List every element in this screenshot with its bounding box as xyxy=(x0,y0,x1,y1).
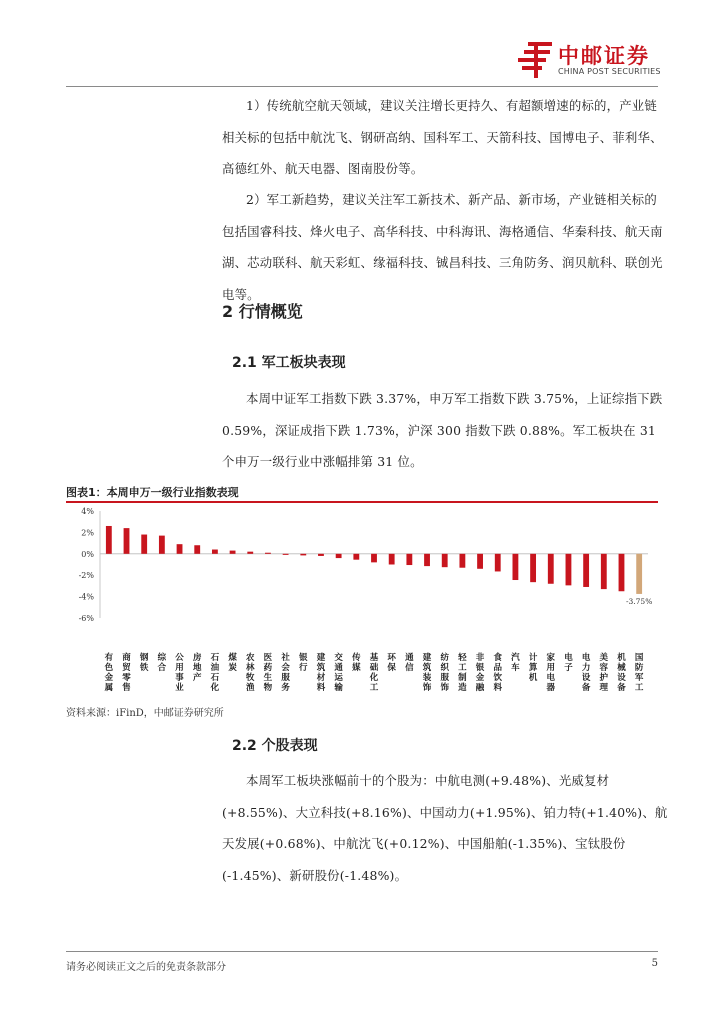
category-label-char: 装 xyxy=(422,673,432,683)
bar-电力设备 xyxy=(583,554,589,587)
category-label-char: 电 xyxy=(546,673,556,683)
category-label-char: 材 xyxy=(316,673,326,683)
category-label-char: 国 xyxy=(634,653,644,663)
category-label-char: 美 xyxy=(599,653,609,663)
category-label-char: 生 xyxy=(263,673,273,683)
footer-disclaimer: 请务必阅读正文之后的免责条款部分 xyxy=(66,962,226,973)
y-tick-label: -4% xyxy=(78,592,94,602)
category-label-char: 械 xyxy=(617,663,626,673)
category-label-char: 军 xyxy=(634,673,644,683)
category-label-char: 媒 xyxy=(352,663,361,673)
category-label-char: 输 xyxy=(334,683,343,693)
category-label-char: 化 xyxy=(369,673,379,683)
category-label-char: 机 xyxy=(528,673,538,683)
category-label-char: 通 xyxy=(405,653,414,663)
bar-国防军工 xyxy=(636,554,642,594)
category-label-char: 有 xyxy=(104,653,114,663)
category-label-char: 理 xyxy=(599,683,609,693)
y-tick-label: -6% xyxy=(78,614,94,623)
bar-医药生物 xyxy=(265,553,271,554)
category-label-char: 社 xyxy=(281,653,290,663)
bar-钢铁 xyxy=(141,535,147,554)
category-label-char: 备 xyxy=(617,683,626,693)
category-label-char: 机 xyxy=(617,653,626,663)
category-label-char: 备 xyxy=(581,683,591,693)
bar-交通运输 xyxy=(336,554,342,558)
category-label-char: 事 xyxy=(175,673,184,683)
category-label-char: 农 xyxy=(246,653,255,663)
category-label-char: 石 xyxy=(210,673,220,683)
chart-container xyxy=(66,503,658,696)
category-label-char: 务 xyxy=(281,683,290,693)
category-label-char: 建 xyxy=(422,653,432,663)
category-label-char: 会 xyxy=(281,663,290,673)
category-label-char: 工 xyxy=(369,683,379,693)
bar-计算机 xyxy=(530,554,536,582)
category-label-char: 银 xyxy=(299,653,308,663)
bar-汽车 xyxy=(513,554,519,580)
category-label-char: 容 xyxy=(599,663,609,673)
category-label-char: 融 xyxy=(475,683,485,693)
bar-纺织服饰 xyxy=(442,554,448,567)
category-label-char: 饮 xyxy=(493,673,502,683)
category-label-char: 金 xyxy=(475,673,485,683)
category-label-char: 行 xyxy=(299,663,308,673)
bar-综合 xyxy=(159,536,165,554)
category-label-char: 金 xyxy=(104,673,114,683)
bar-房地产 xyxy=(194,545,200,554)
category-label-char: 贸 xyxy=(122,663,131,673)
category-label-char: 石 xyxy=(210,653,220,663)
bar-机械设备 xyxy=(619,554,625,591)
category-label-char: 电 xyxy=(564,653,573,663)
bar-农林牧渔 xyxy=(247,552,253,554)
category-label-char: 商 xyxy=(122,653,131,663)
bar-美容护理 xyxy=(601,554,607,589)
y-tick-label: 2% xyxy=(81,528,94,538)
bar-有色金属 xyxy=(106,526,112,554)
logo-en-text: CHINA POST SECURITIES xyxy=(558,67,661,76)
category-label-char: 算 xyxy=(528,663,538,673)
header-divider xyxy=(66,86,658,87)
category-label-char: 用 xyxy=(546,663,556,673)
category-label-char: 属 xyxy=(104,683,114,693)
category-label-char: 非 xyxy=(475,653,485,663)
industry-index-bar-chart xyxy=(66,503,658,696)
category-label-char: 家 xyxy=(546,653,556,663)
category-label-char: 料 xyxy=(316,683,326,693)
category-label-char: 品 xyxy=(493,663,502,673)
section-title-stock-performance: 2.2 个股表现 xyxy=(232,738,318,754)
category-label-char: 电 xyxy=(581,653,591,663)
category-label-char: 保 xyxy=(387,663,396,673)
category-label-char: 药 xyxy=(263,663,273,673)
bar-社会服务 xyxy=(283,554,289,555)
bar-建筑装饰 xyxy=(424,554,430,566)
category-label-char: 建 xyxy=(316,653,326,663)
category-label-char: 料 xyxy=(493,683,502,693)
bar-传媒 xyxy=(353,554,359,560)
chart-source: 资料来源：iFinD，中邮证券研究所 xyxy=(66,708,224,719)
category-label-char: 地 xyxy=(192,663,202,673)
category-label-char: 工 xyxy=(458,663,467,673)
category-label-char: 色 xyxy=(104,663,114,673)
paragraph-traditional-aerospace: 1）传统航空航天领域，建议关注增长更持久、有超额增速的标的，产业链相关标的包括中航沈飞、钢研高纳、国科军工、天箭科技、国博电子、菲利华、高德红外、航天电器、图南股份等。 xyxy=(222,98,663,176)
bar-基础化工 xyxy=(371,554,377,563)
category-label-char: 设 xyxy=(617,673,626,683)
category-label-char: 筑 xyxy=(422,663,432,673)
category-label-char: 轻 xyxy=(458,653,467,663)
category-label-char: 交 xyxy=(334,653,343,663)
category-label-char: 通 xyxy=(334,663,343,673)
category-label-char: 工 xyxy=(634,683,644,693)
category-label-char: 炭 xyxy=(228,663,237,673)
category-label-char: 器 xyxy=(546,683,556,693)
category-label-char: 零 xyxy=(122,673,131,683)
bar-轻工制造 xyxy=(459,554,465,568)
y-tick-label: -2% xyxy=(78,571,94,581)
section-title-market-overview: 2 行情概览 xyxy=(222,302,303,321)
bar-银行 xyxy=(300,554,306,556)
category-label-char: 饰 xyxy=(422,683,432,693)
y-tick-label: 0% xyxy=(81,549,94,559)
category-label-char: 纺 xyxy=(440,653,449,663)
category-label-char: 房 xyxy=(192,653,202,663)
section-title-sector-performance: 2.1 军工板块表现 xyxy=(232,355,346,371)
page-number: 5 xyxy=(651,958,658,969)
category-label-char: 运 xyxy=(334,673,343,683)
paragraph-top-stocks: 本周军工板块涨幅前十的个股为：中航电测(+9.48%)、光威复材(+8.55%)、大立科技(+8.16%)、中国动力(+1.95%)、铂力特(+1.40%)、航天发展(+0.68%)、中航沈飞(+0.12%)、中国船舶(-1.35%)、宝钛股份(-1.45%)、新研股份(-1.48%)。 xyxy=(222,773,668,883)
category-label-char: 造 xyxy=(458,683,467,693)
category-label-char: 铁 xyxy=(139,663,149,673)
bar-建筑材料 xyxy=(318,554,324,556)
paragraph-index-performance: 本周中证军工指数下跌 3.37%，申万军工指数下跌 3.75%，上证综指下跌 0.59%，深证成指下跌 1.73%，沪深 300 指数下跌 0.88%。军工板块在 31 个申万一级行业中涨幅排第 31 位。 xyxy=(222,391,663,469)
category-label-char: 子 xyxy=(564,663,573,673)
category-label-char: 基 xyxy=(369,653,379,663)
y-tick-label: 4% xyxy=(81,507,94,516)
category-label-char: 制 xyxy=(458,673,467,683)
bar-电子 xyxy=(566,554,572,586)
category-label-char: 业 xyxy=(175,683,184,693)
category-label-char: 信 xyxy=(405,663,414,673)
bar-公用事业 xyxy=(177,544,183,554)
category-label-char: 产 xyxy=(192,673,202,683)
category-label-char: 物 xyxy=(263,683,273,693)
bar-石油石化 xyxy=(212,550,218,554)
category-label-char: 护 xyxy=(599,673,609,683)
category-label-char: 医 xyxy=(263,653,273,663)
bar-非银金融 xyxy=(477,554,483,569)
category-label-char: 汽 xyxy=(511,653,520,663)
category-label-char: 服 xyxy=(440,673,449,683)
category-label-char: 钢 xyxy=(139,653,149,663)
bar-食品饮料 xyxy=(495,554,501,572)
category-label-char: 计 xyxy=(528,653,538,663)
data-label-highlight: -3.75% xyxy=(625,596,653,606)
category-label-char: 传 xyxy=(352,653,361,663)
category-label-char: 售 xyxy=(122,683,131,693)
category-label-char: 食 xyxy=(493,653,502,663)
bar-家用电器 xyxy=(548,554,554,584)
chart-title: 图表1：本周申万一级行业指数表现 xyxy=(66,486,239,499)
category-label-char: 础 xyxy=(369,663,379,673)
category-label-char: 综 xyxy=(157,653,167,663)
company-logo xyxy=(514,40,674,82)
category-label-char: 牧 xyxy=(246,673,255,683)
logo-cn-text: 中邮证券 xyxy=(558,44,650,68)
category-label-char: 公 xyxy=(175,653,184,663)
category-label-char: 油 xyxy=(210,663,220,673)
category-label-char: 设 xyxy=(581,673,591,683)
bar-商贸零售 xyxy=(124,528,130,554)
bar-通信 xyxy=(406,554,412,565)
category-label-char: 用 xyxy=(175,663,184,673)
category-label-char: 合 xyxy=(157,663,167,673)
category-label-char: 织 xyxy=(440,663,449,673)
paragraph-new-trends: 2）军工新趋势，建议关注军工新技术、新产品、新市场，产业链相关标的包括国睿科技、烽火电子、高华科技、中科海讯、海格通信、华秦科技、航天南湖、芯动联科、航天彩虹、缘福科技、铖昌科技、三角防务、润贝航科、联创光电等。 xyxy=(222,192,663,302)
bar-煤炭 xyxy=(230,551,236,554)
category-label-char: 林 xyxy=(246,663,255,673)
category-label-char: 筑 xyxy=(316,663,326,673)
category-label-char: 防 xyxy=(634,663,644,673)
category-label-char: 渔 xyxy=(246,683,255,693)
category-label-char: 饰 xyxy=(440,683,449,693)
footer-divider xyxy=(66,951,658,952)
bar-环保 xyxy=(389,554,395,565)
category-label-char: 服 xyxy=(281,673,290,683)
category-label-char: 煤 xyxy=(228,653,237,663)
category-label-char: 环 xyxy=(387,653,396,663)
category-label-char: 银 xyxy=(475,663,485,673)
china-post-logo-icon xyxy=(514,40,554,80)
category-label-char: 化 xyxy=(210,683,220,693)
category-label-char: 车 xyxy=(511,663,520,673)
category-label-char: 力 xyxy=(581,663,591,673)
